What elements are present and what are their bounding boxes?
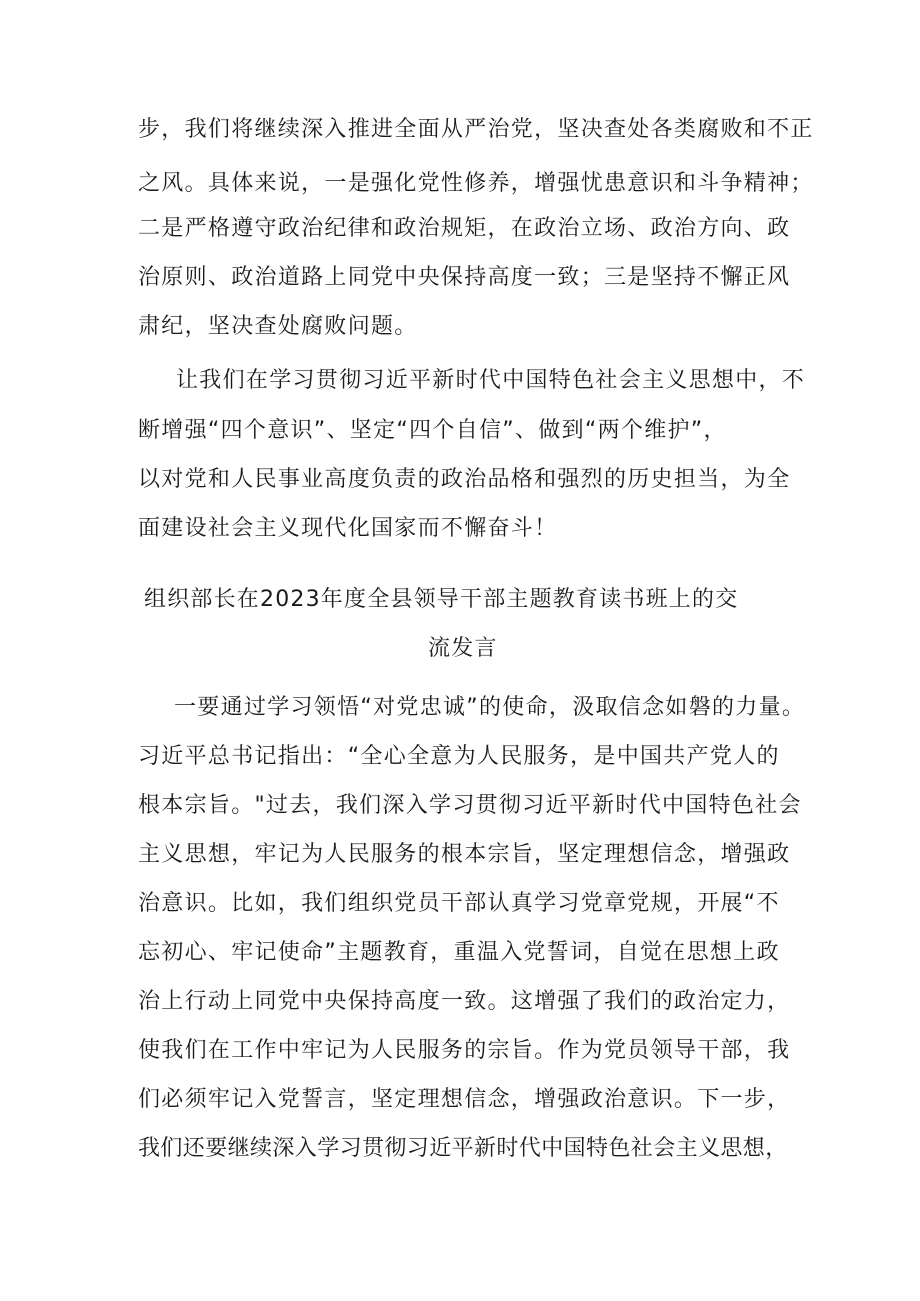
text-line: 治意识。比如，我们组织党员干部认真学习党章党规，开展“不	[138, 891, 780, 916]
text-line: 我们还要继续深入学习贯彻习近平新时代中国特色社会主义思想，	[138, 1136, 788, 1161]
text-line: 以对党和人民事业高度负责的政治品格和强烈的历史担当，为全	[138, 467, 791, 492]
text-line: 面建设社会主义现代化国家而不懈奋斗！	[138, 516, 558, 541]
text-line: 治原则、政治道路上同党中央保持高度一致；三是坚持不懈正风	[138, 265, 791, 290]
text-line: 之风。具体来说，一是强化党性修养，增强忧患意识和斗争精神；	[138, 171, 814, 196]
text-line: 断增强“四个意识”、坚定“四个自信”、做到“两个维护”，	[138, 418, 727, 443]
text-line: 主义思想，牢记为人民服务的根本宗旨，坚定理想信念，增强政	[138, 842, 791, 867]
text-line: 习近平总书记指出：“全心全意为人民服务，是中国共产党人的	[138, 744, 780, 769]
text-line: 使我们在工作中牢记为人民服务的宗旨。作为党员领导干部，我	[138, 1038, 791, 1063]
text-line: 忘初心、牢记使命”主题教育，重温入党誓词，自觉在思想上政	[138, 940, 780, 965]
text-line: 们必须牢记入党誓言，坚定理想信念，增强政治意识。下一步，	[138, 1087, 791, 1112]
text-line: 一要通过学习领悟“对党忠诚”的使命，汲取信念如磐的力量。	[174, 695, 806, 720]
title-line: 组织部长在2023年度全县领导干部主题教育读书班上的交	[144, 587, 739, 612]
text-line: 治上行动上同党中央保持高度一致。这增强了我们的政治定力，	[138, 989, 791, 1014]
title-line: 流发言	[428, 636, 498, 661]
text-line: 肃纪，坚决查处腐败问题。	[138, 314, 418, 339]
text-line: 步，我们将继续深入推进全面从严治党，坚决查处各类腐败和不正	[138, 117, 814, 142]
text-line: 二是严格遵守政治纪律和政治规矩，在政治立场、政治方向、政	[138, 216, 791, 241]
text-line: 让我们在学习贯彻习近平新时代中国特色社会主义思想中，不	[176, 368, 806, 393]
text-line: 根本宗旨。"过去，我们深入学习贯彻习近平新时代中国特色社会	[138, 793, 802, 818]
